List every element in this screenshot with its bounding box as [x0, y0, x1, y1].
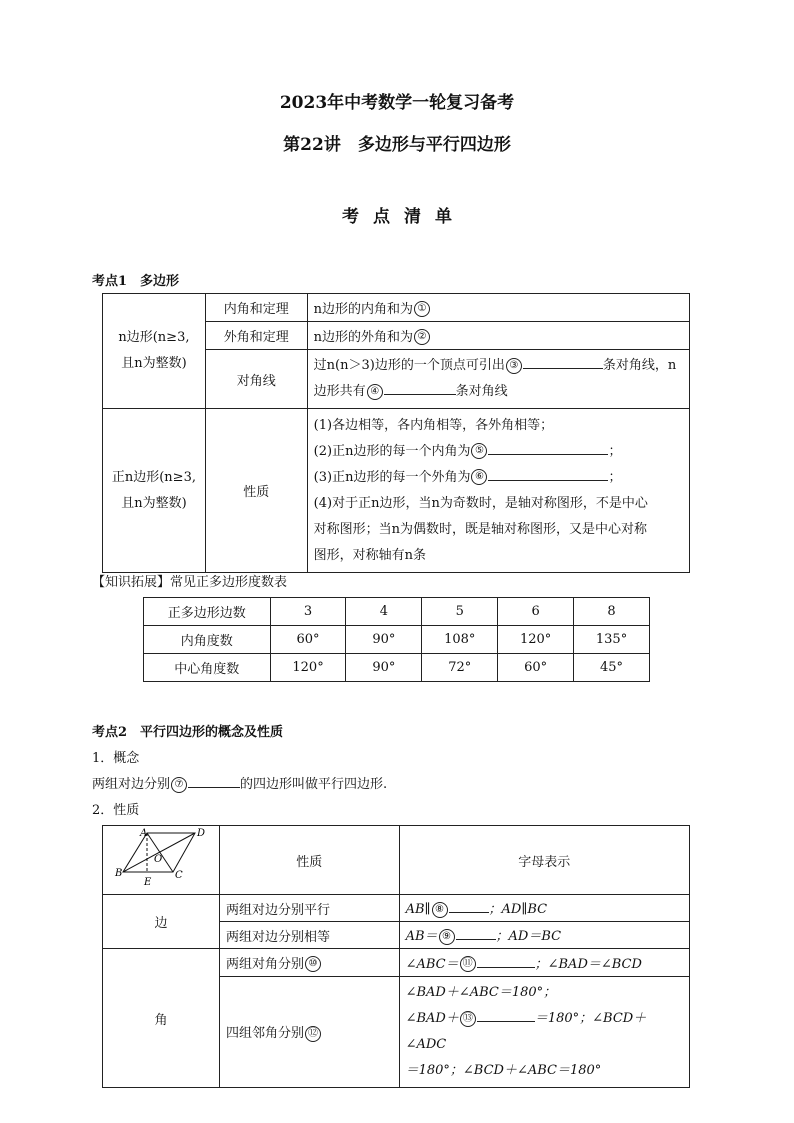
math-text: ∠ABC＝: [405, 956, 459, 972]
label-a: A: [140, 828, 148, 839]
table-cell: 120°: [498, 626, 574, 654]
blank-marker-11: ⑪: [460, 956, 476, 972]
table-row: [144, 654, 650, 682]
math-line-3: ＝180°；∠BCD＋∠ABC＝180°: [405, 1063, 602, 1078]
math-line-1: ∠BAD＋∠ABC＝180°；: [405, 985, 557, 1000]
col-letter-header: 字母表示: [399, 826, 689, 895]
blank-marker-4: ④: [367, 384, 383, 400]
blank-line-6: [488, 468, 608, 481]
topic2-heading: 考点2 平行四边形的概念及性质: [92, 725, 284, 740]
table-cell: 108°: [422, 626, 498, 654]
blank-line-9: [456, 927, 496, 940]
figure-cell: [103, 826, 220, 895]
doc-title: 2023年中考数学一轮复习备考: [279, 93, 515, 113]
header-cell: 5: [422, 598, 498, 626]
diagonal-text-c: 边形共有: [313, 384, 366, 399]
polygon-label-line1: n边形(n≥3,: [118, 330, 190, 345]
interior-cell: [307, 294, 689, 322]
prop-3: (3)正n边形的每一个外角为: [313, 469, 471, 485]
polygon-label-line2: 且n为整数): [121, 356, 187, 371]
blank-marker-1: ①: [414, 301, 430, 317]
table-cell: 72°: [422, 654, 498, 682]
header-cell: 3: [270, 598, 346, 626]
table-cell: 90°: [346, 654, 422, 682]
blank-marker-10: ⑩: [305, 956, 321, 972]
math-text: ；AD＝BC: [495, 929, 562, 945]
header-cell: 6: [498, 598, 574, 626]
concept-title: 1．概念: [92, 751, 140, 766]
concept-text-a: 两组对边分别: [92, 777, 171, 792]
diagonal-label: 对角线: [205, 350, 307, 409]
blank-line-7: [188, 775, 240, 788]
prop-2: (2)正n边形的每一个内角为: [313, 443, 471, 459]
table-cell: 120°: [270, 654, 346, 682]
blank-line-11: [477, 955, 535, 968]
polygon-row-label: [103, 294, 206, 409]
math-text: ；∠BAD＝∠BCD: [534, 956, 642, 972]
table-cell: 135°: [574, 626, 650, 654]
blank-line-13: [477, 1009, 535, 1022]
parallelogram-figure: [103, 826, 218, 890]
side-math-2: [399, 922, 689, 949]
regular-label-line2: 且n为整数): [121, 495, 187, 511]
table-cell: 90°: [346, 626, 422, 654]
prop-1: (1)各边相等，各内角相等，各外角相等；: [313, 417, 554, 433]
blank-line-4: [384, 382, 456, 395]
blank-marker-2: ②: [414, 329, 430, 345]
degree-table-header: [144, 598, 650, 626]
property-label: 性质: [205, 409, 307, 573]
degree-table: [143, 597, 650, 682]
angle-label: 角: [103, 949, 220, 1088]
row-label: 中心角度数: [144, 654, 271, 682]
blank-marker-6: ⑥: [471, 469, 487, 485]
diagonal-cell: [307, 350, 689, 409]
angle-property-1: [219, 949, 399, 977]
angle1-text: 两组对角分别: [225, 956, 304, 972]
side-property-2: 两组对边分别相等: [219, 922, 399, 949]
blank-marker-3: ③: [506, 358, 522, 374]
blank-marker-5: ⑤: [471, 443, 487, 459]
table-cell: 45°: [574, 654, 650, 682]
regular-label-line1: 正n边形(n≥3,: [111, 469, 196, 485]
label-d: D: [197, 828, 206, 839]
blank-marker-8: ⑧: [432, 902, 448, 918]
label-b: B: [115, 868, 123, 879]
table-cell: 60°: [498, 654, 574, 682]
angle-property-2: [219, 977, 399, 1088]
side-math-1: [399, 895, 689, 922]
parallelogram-table: [102, 825, 690, 1088]
semicolon: ；: [608, 469, 622, 485]
prop-4c: 图形，对称轴有n条: [313, 547, 427, 563]
prop-4b: 对称图形；当n为偶数时，既是轴对称图形，又是中心对称: [313, 521, 648, 537]
interior-label: 内角和定理: [205, 294, 307, 322]
property-title: 2．性质: [92, 803, 140, 818]
extension-heading: 【知识拓展】常见正多边形度数表: [92, 575, 288, 590]
topic1-heading: 考点1 多边形: [92, 274, 180, 289]
diagonal-text-d: 条对角线: [455, 384, 508, 399]
label-e: E: [144, 877, 152, 888]
label-c: C: [175, 870, 183, 881]
diagonal-text-a: 过n(n＞3)边形的一个顶点可引出: [313, 358, 505, 373]
concept-line: [92, 773, 387, 793]
table-cell: 60°: [270, 626, 346, 654]
blank-marker-9: ⑨: [439, 929, 455, 945]
prop-4a: (4)对于正n边形，当n为奇数时，是轴对称图形，不是中心: [313, 495, 648, 511]
regular-polygon-row-label: [103, 409, 206, 573]
blank-line-8: [449, 900, 489, 913]
angle-math-1: [399, 949, 689, 977]
side-property-1: 两组对边分别平行: [219, 895, 399, 922]
label-o: O: [154, 854, 163, 865]
section-title: 考点清单: [342, 207, 466, 227]
blank-marker-13: ⑬: [460, 1011, 476, 1027]
exterior-cell: [307, 322, 689, 350]
angle2-text: 四组邻角分别: [225, 1026, 304, 1042]
blank-line-3: [523, 356, 603, 369]
exterior-text: n边形的外角和为: [313, 329, 414, 345]
col-property-header: 性质: [219, 826, 399, 895]
math-text: AB＝: [405, 929, 438, 945]
semicolon: ；: [608, 443, 622, 459]
angle-math-2: [399, 977, 689, 1088]
math-text: AB∥: [405, 902, 431, 918]
blank-marker-12: ⑫: [305, 1026, 321, 1042]
concept-text-b: 的四边形叫做平行四边形.: [240, 777, 388, 792]
lecture-title: 第22讲 多边形与平行四边形: [283, 135, 511, 155]
side-label: 边: [103, 895, 220, 949]
interior-text: n边形的内角和为: [313, 301, 414, 317]
polygon-table: [102, 293, 690, 573]
diagonal-text-b: 条对角线，n: [602, 358, 677, 373]
math-text: ；AD∥BC: [488, 902, 548, 918]
row-label: 内角度数: [144, 626, 271, 654]
table-row: [144, 626, 650, 654]
header-cell: 8: [574, 598, 650, 626]
header-cell: 4: [346, 598, 422, 626]
property-cell: [307, 409, 689, 573]
exterior-label: 外角和定理: [205, 322, 307, 350]
math-text: ＝180°；∠BCD＋∠ADC: [405, 1011, 647, 1052]
blank-line-5: [488, 442, 608, 455]
header-cell: 正多边形边数: [144, 598, 271, 626]
blank-marker-7: ⑦: [171, 777, 187, 793]
math-text: ∠BAD＋: [405, 1011, 459, 1026]
